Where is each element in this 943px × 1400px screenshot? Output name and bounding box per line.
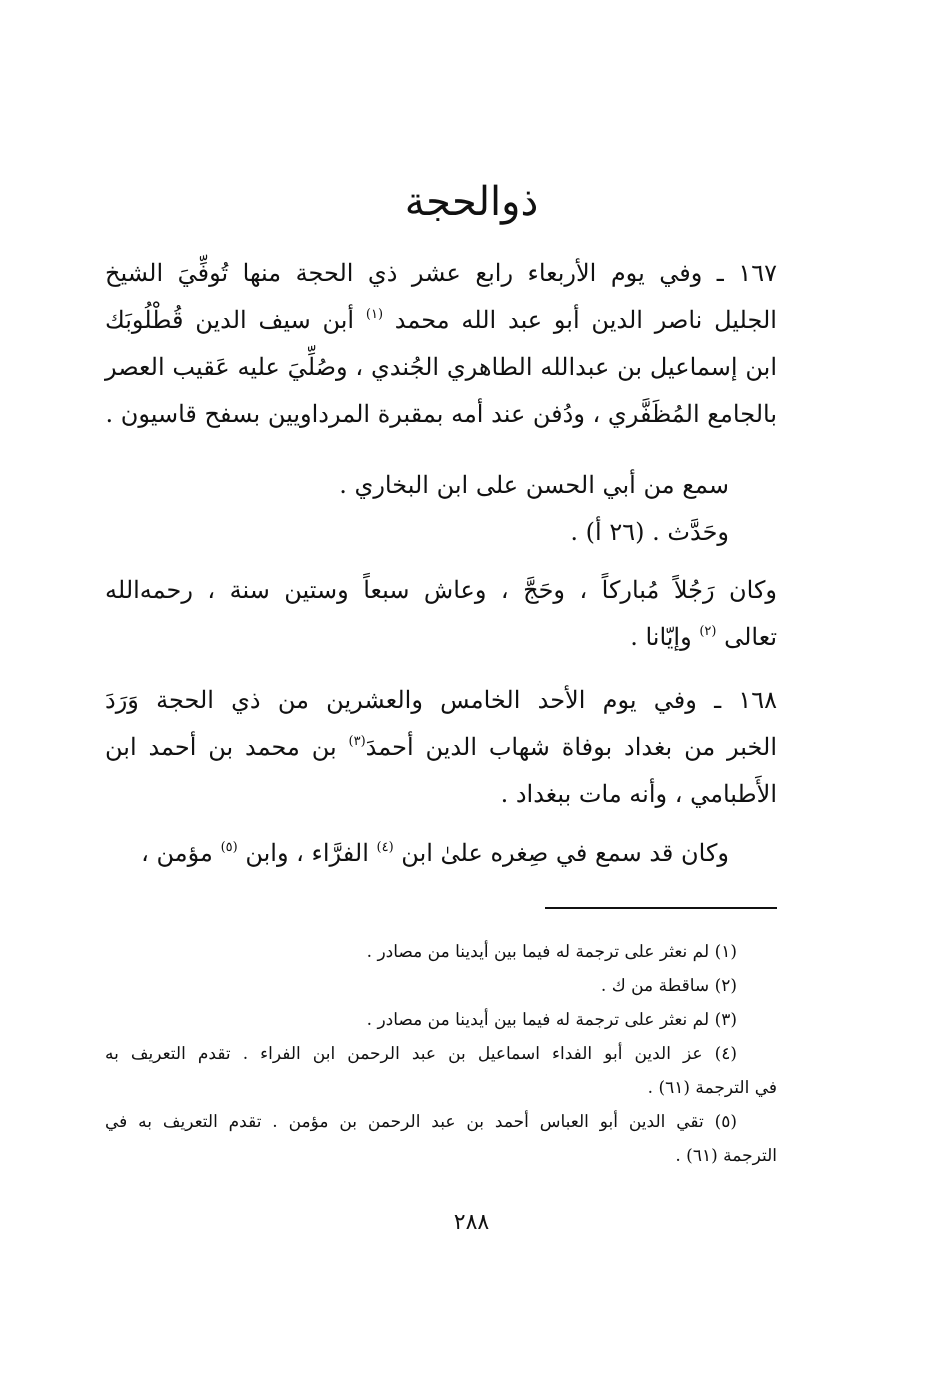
- text-line: سمع من أبي الحسن على ابن البخاري .: [339, 471, 729, 499]
- footnote-4: (٤) عز الدين أبو الفداء اسماعيل بن عبد الرحمن ابن الفراء . تقدم التعريف به: [105, 1044, 737, 1064]
- teachers-paragraph: [105, 830, 777, 877]
- text-segment: بن محمد بن أحمد ابن: [105, 733, 337, 761]
- text-line: [105, 614, 777, 661]
- text-segment: أبن سيف الدين قُطْلُوبَك: [105, 306, 355, 334]
- text-line: [105, 297, 777, 344]
- text-line: ١٦٨ ـ وفي يوم الأحد الخامس والعشرين من ذي الحجة وَرَدَ: [105, 686, 777, 714]
- footnotes-section: [105, 935, 777, 1173]
- footnote-ref-4[interactable]: (٤): [376, 840, 394, 855]
- footnote-2: (٢) ساقطة من ك .: [600, 976, 737, 996]
- footnote-ref-2[interactable]: (٢): [699, 624, 717, 639]
- chapter-title: ذوالحجة: [404, 179, 539, 225]
- text-line: [105, 830, 777, 877]
- text-segment: تعالى: [724, 623, 777, 651]
- text-line: ١٦٧ ـ وفي يوم الأربعاء رابع عشر ذي الحجة منها تُوفِّيَ الشيخ: [105, 259, 777, 287]
- entry-167-paragraph: [105, 250, 777, 438]
- text-line: الأَطبامي ، وأنه مات ببغداد .: [500, 780, 777, 808]
- footnote-5-continuation: الترجمة (٦١) .: [675, 1146, 777, 1166]
- footnote-4-continuation: في الترجمة (٦١) .: [647, 1078, 777, 1098]
- text-segment: وإيّانا .: [630, 623, 692, 651]
- text-line: [105, 724, 777, 771]
- character-paragraph: [105, 567, 777, 661]
- footnote-divider: [545, 907, 777, 909]
- page-number: ٢٨٨: [453, 1210, 490, 1235]
- text-segment: الجليل ناصر الدين أبو عبد الله محمد: [394, 306, 777, 334]
- text-segment: وكان قد سمع في صِغره علىٰ ابن: [401, 839, 729, 867]
- footnote-ref-3[interactable]: (٣): [348, 734, 366, 749]
- entry-168-paragraph: [105, 677, 777, 818]
- text-line: ابن إسماعيل بن عبدالله الطاهري الجُندي ، وصُلِّيَ عليه عَقيب العصر: [105, 353, 777, 381]
- footnote-3: (٣) لم نعثر على ترجمة له فيما بين أيدينا من مصادر .: [366, 1010, 737, 1030]
- text-segment: الخبر من بغداد بوفاة شهاب الدين أحمدَ: [365, 733, 777, 761]
- hadith-paragraph: [105, 462, 777, 556]
- text-line: وحَدَّث . (٢٦ أ) .: [570, 518, 729, 546]
- footnote-ref-5[interactable]: (٥): [220, 840, 238, 855]
- text-segment: الفرَّاء ، وابن: [245, 839, 369, 867]
- text-line: وكان رَجُلاً مُباركاً ، وحَجَّ ، وعاش سبعاً وستين سنة ، رحمه‌الله: [105, 576, 777, 604]
- footnote-ref-1[interactable]: (١): [365, 307, 384, 322]
- text-segment: مؤمن ،: [141, 839, 213, 867]
- footnote-5: (٥) تقي الدين أبو العباس أحمد بن عبد الرحمن بن مؤمن . تقدم التعريف به في: [105, 1112, 737, 1132]
- footnote-1: (١) لم نعثر على ترجمة له فيما بين أيدينا من مصادر .: [366, 942, 737, 962]
- text-line: بالجامع المُظَفَّري ، ودُفن عند أمه بمقبرة المرداويين بسفح قاسيون .: [105, 400, 777, 428]
